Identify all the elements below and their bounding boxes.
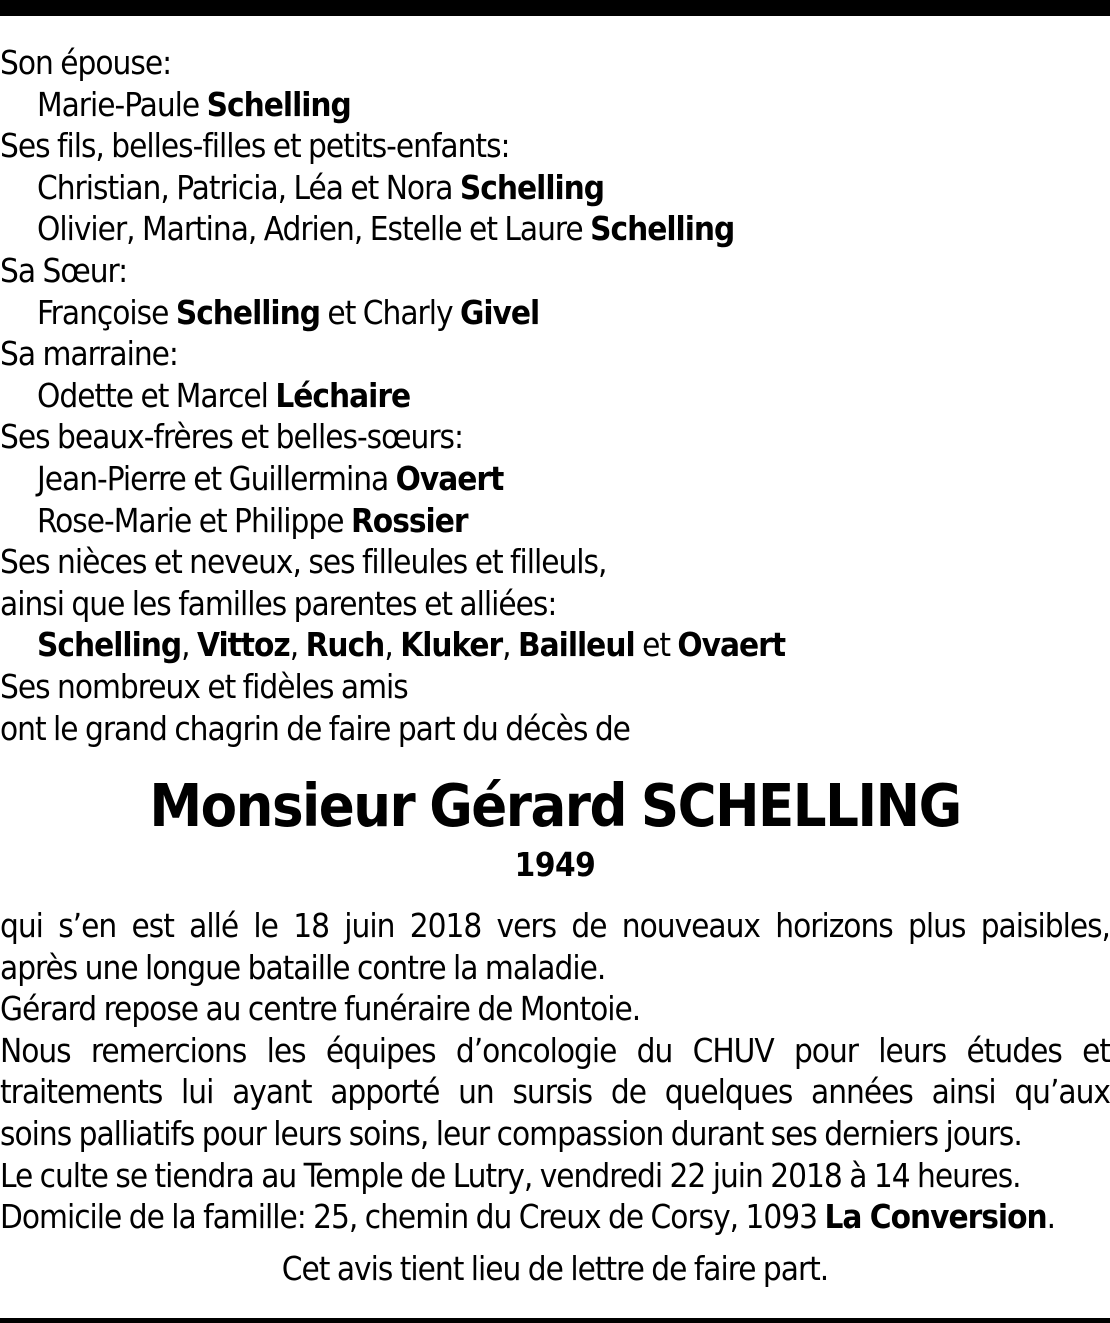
- body-line-3: Gérard repose au centre funéraire de Montoie.: [0, 989, 641, 1029]
- family-name: Ovaert: [677, 625, 786, 665]
- sister-last-name: Schelling: [175, 292, 320, 332]
- bottom-rule: [0, 1318, 1110, 1323]
- son2-entry: [0, 208, 1110, 250]
- inlaw2-last-name: Rossier: [350, 500, 468, 540]
- family-names-list: [0, 624, 1110, 666]
- spouse-first-names: Marie-Paule: [37, 84, 200, 124]
- deceased-name: Monsieur Gérard SCHELLING: [149, 771, 961, 841]
- families-line: ainsi que les familles parentes et alliées:: [0, 583, 557, 623]
- obituary-notice: [0, 42, 1110, 1289]
- body-line-6: soins palliatifs pour leurs soins, leur compassion durant ses derniers jours.: [0, 1114, 1022, 1154]
- sister-partner: et Charly: [327, 292, 453, 332]
- birth-year: 1949: [514, 845, 596, 885]
- closing-line: Cet avis tient lieu de lettre de faire part.: [281, 1248, 829, 1288]
- sons-label: Ses fils, belles-filles et petits-enfants:: [0, 126, 510, 166]
- inlaw2-entry: [0, 500, 1110, 542]
- spouse-last-name: Schelling: [206, 84, 351, 124]
- family-separator: ,: [502, 625, 511, 665]
- family-separator: ,: [384, 625, 393, 665]
- son1-first-names: Christian, Patricia, Léa et Nora: [37, 167, 453, 207]
- body-line-5: traitements lui ayant apporté un sursis de quelques années ainsi qu’aux: [0, 1072, 1110, 1112]
- family-conjunction: et: [642, 625, 670, 665]
- family-name: Bailleul: [518, 625, 635, 665]
- family-name: Ruch: [305, 625, 385, 665]
- sister-label: Sa Sœur:: [0, 250, 128, 290]
- address-end: .: [1046, 1197, 1056, 1237]
- address-text: Domicile de la famille: 25, chemin du Creux de Corsy, 1093: [0, 1197, 818, 1237]
- top-rule: [0, 0, 1110, 16]
- son2-first-names: Olivier, Martina, Adrien, Estelle et Laure: [37, 209, 583, 249]
- body-line-4: Nous remercions les équipes d’oncologie du CHUV pour leurs études et: [0, 1030, 1110, 1070]
- family-separator: ,: [181, 625, 190, 665]
- godmother-first-names: Odette et Marcel: [37, 375, 268, 415]
- family-name: Schelling: [37, 625, 182, 665]
- family-name: Vittoz: [197, 625, 290, 665]
- body-line-1: qui s’en est allé le 18 juin 2018 vers de nouveaux horizons plus paisibles,: [0, 906, 1110, 946]
- sister-first-name: Françoise: [37, 292, 169, 332]
- family-name: Kluker: [400, 625, 503, 665]
- son1-entry: [0, 167, 1110, 209]
- nieces-line: Ses nièces et neveux, ses filleules et filleuls,: [0, 542, 607, 582]
- spouse-label: Son épouse:: [0, 43, 172, 82]
- son2-last-name: Schelling: [590, 209, 735, 249]
- body-line-2: après une longue bataille contre la maladie.: [0, 947, 606, 987]
- inlaw1-first-names: Jean-Pierre et Guillermina: [37, 458, 389, 498]
- body-line-7: Le culte se tiendra au Temple de Lutry, vendredi 22 juin 2018 à 14 heures.: [0, 1155, 1021, 1195]
- announce-line: ont le grand chagrin de faire part du décès de: [0, 708, 630, 748]
- inlaw1-entry: [0, 458, 1110, 500]
- son1-last-name: Schelling: [459, 167, 605, 207]
- spouse-entry: [0, 84, 1110, 126]
- sister-entry: [0, 292, 1110, 334]
- family-separator: ,: [289, 625, 299, 665]
- sister-partner-last-name: Givel: [459, 292, 540, 332]
- inlaw1-last-name: Ovaert: [395, 458, 504, 498]
- inlaws-label: Ses beaux-frères et belles-sœurs:: [0, 417, 464, 457]
- inlaw2-first-names: Rose-Marie et Philippe: [37, 500, 344, 540]
- godmother-label: Sa marraine:: [0, 334, 178, 374]
- body-line-8: [0, 1196, 1110, 1238]
- godmother-entry: [0, 375, 1110, 417]
- godmother-last-name: Léchaire: [275, 375, 411, 415]
- address-locality: La Conversion: [824, 1197, 1047, 1237]
- friends-line: Ses nombreux et fidèles amis: [0, 666, 408, 706]
